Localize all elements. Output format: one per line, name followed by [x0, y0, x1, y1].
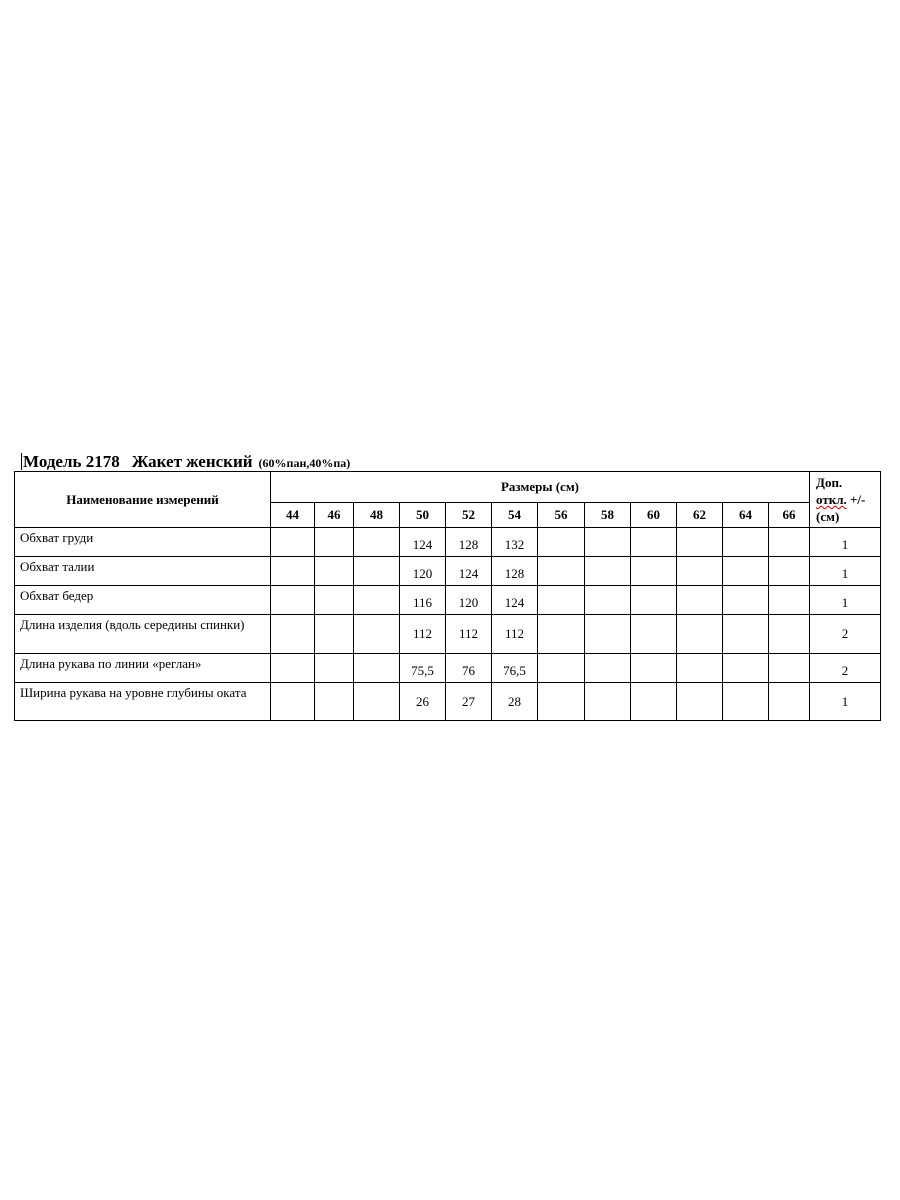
cell: [315, 683, 354, 721]
cell: [769, 557, 810, 586]
cell: 28: [492, 683, 538, 721]
cell: [677, 654, 723, 683]
cell: [677, 557, 723, 586]
cell: [769, 654, 810, 683]
tolerance-cell: 2: [810, 654, 881, 683]
cell: 128: [492, 557, 538, 586]
cell: [538, 615, 585, 654]
cell: [538, 528, 585, 557]
cell: 112: [400, 615, 446, 654]
tolerance-header: Доп. откл. +/- (см): [810, 472, 881, 528]
cell: [631, 615, 677, 654]
size-44: 44: [271, 503, 315, 528]
table-row: [15, 586, 881, 615]
cell: [271, 615, 315, 654]
size-54: 54: [492, 503, 538, 528]
cell: [271, 557, 315, 586]
size-64: 64: [723, 503, 769, 528]
cell: [271, 654, 315, 683]
cell: [585, 586, 631, 615]
tolerance-cell: 1: [810, 586, 881, 615]
cell: 76: [446, 654, 492, 683]
model-number: Модель 2178: [23, 452, 120, 471]
cell: [769, 528, 810, 557]
cell: [354, 654, 400, 683]
cell: [585, 654, 631, 683]
row-label: Ширина рукава на уровне глубины оката: [15, 683, 271, 721]
cell: [585, 528, 631, 557]
tolerance-cell: 1: [810, 683, 881, 721]
cell: 27: [446, 683, 492, 721]
cell: 75,5: [400, 654, 446, 683]
cell: 116: [400, 586, 446, 615]
cell: [631, 528, 677, 557]
size-58: 58: [585, 503, 631, 528]
size-66: 66: [769, 503, 810, 528]
cell: [538, 586, 585, 615]
cell: 124: [492, 586, 538, 615]
cell: [723, 586, 769, 615]
cell: 112: [492, 615, 538, 654]
tolerance-cell: 1: [810, 528, 881, 557]
cell: 76,5: [492, 654, 538, 683]
cell: [585, 615, 631, 654]
cell: [315, 654, 354, 683]
text-cursor: [21, 453, 22, 470]
spellcheck-underlined-word: откл.: [816, 492, 847, 507]
cell: [354, 615, 400, 654]
cell: [631, 654, 677, 683]
cell: [315, 615, 354, 654]
cell: 120: [446, 586, 492, 615]
tolerance-cell: 1: [810, 557, 881, 586]
cell: [315, 528, 354, 557]
size-46: 46: [315, 503, 354, 528]
cell: [723, 683, 769, 721]
document-title: [21, 452, 350, 472]
table-row: [15, 528, 881, 557]
cell: [631, 586, 677, 615]
table-row: [15, 654, 881, 683]
cell: [585, 683, 631, 721]
size-48: 48: [354, 503, 400, 528]
cell: [538, 654, 585, 683]
cell: [769, 586, 810, 615]
cell: 132: [492, 528, 538, 557]
size-56: 56: [538, 503, 585, 528]
cell: [631, 557, 677, 586]
cell: [677, 683, 723, 721]
cell: [677, 528, 723, 557]
row-label: Обхват груди: [15, 528, 271, 557]
cell: [315, 586, 354, 615]
cell: [271, 586, 315, 615]
table-row: [15, 683, 881, 721]
table-row: [15, 615, 881, 654]
table-row: [15, 557, 881, 586]
cell: [354, 683, 400, 721]
size-62: 62: [677, 503, 723, 528]
size-52: 52: [446, 503, 492, 528]
cell: [354, 557, 400, 586]
cell: [723, 615, 769, 654]
cell: [723, 654, 769, 683]
cell: [271, 683, 315, 721]
sizes-header: Размеры (см): [271, 472, 810, 503]
cell: [585, 557, 631, 586]
cell: 120: [400, 557, 446, 586]
cell: 128: [446, 528, 492, 557]
cell: 124: [446, 557, 492, 586]
cell: [538, 683, 585, 721]
row-label: Длина рукава по линии «реглан»: [15, 654, 271, 683]
size-chart-table: [14, 471, 881, 721]
measurement-name-header: Наименование измерений: [15, 472, 271, 528]
cell: 26: [400, 683, 446, 721]
size-60: 60: [631, 503, 677, 528]
row-label: Обхват талии: [15, 557, 271, 586]
cell: [769, 683, 810, 721]
cell: 112: [446, 615, 492, 654]
row-label: Обхват бедер: [15, 586, 271, 615]
cell: [677, 615, 723, 654]
row-label: Длина изделия (вдоль середины спинки): [15, 615, 271, 654]
fabric-composition: (60%пан,40%па): [258, 456, 351, 470]
header-row: [15, 472, 881, 503]
cell: [631, 683, 677, 721]
cell: [271, 528, 315, 557]
product-name: Жакет женский: [131, 452, 253, 471]
cell: [354, 528, 400, 557]
cell: [723, 528, 769, 557]
tolerance-cell: 2: [810, 615, 881, 654]
cell: 124: [400, 528, 446, 557]
cell: [354, 586, 400, 615]
size-50: 50: [400, 503, 446, 528]
cell: [723, 557, 769, 586]
cell: [677, 586, 723, 615]
cell: [538, 557, 585, 586]
cell: [769, 615, 810, 654]
cell: [315, 557, 354, 586]
